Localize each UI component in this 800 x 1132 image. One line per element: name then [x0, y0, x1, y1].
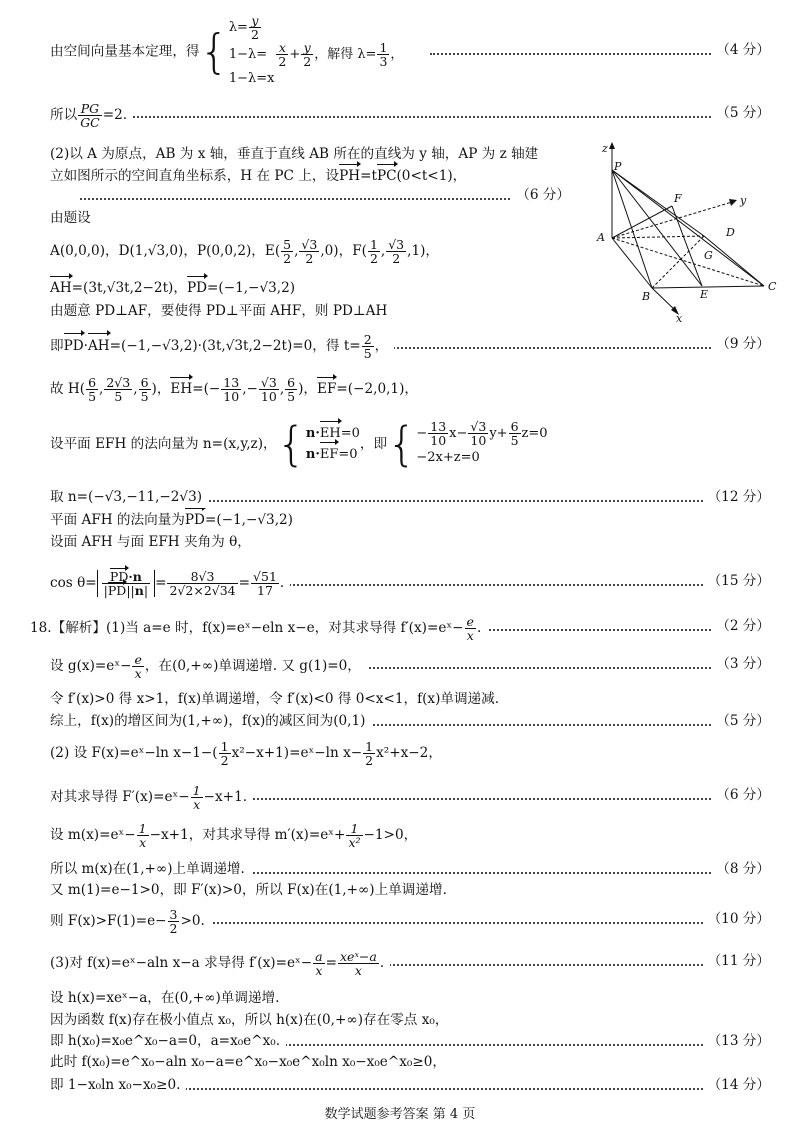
score-row: [50, 332, 770, 361]
text-line: 对其求导得 F′(x)=eˣ− $\frac{1}{x}$ −x+1.: [50, 784, 253, 811]
score: （8 分）: [712, 858, 770, 880]
score: （9 分）: [712, 333, 770, 355]
score-row: [50, 783, 770, 812]
page-footer: 数学试题参考答案 第 4 页: [324, 1107, 476, 1122]
text-line: (2)以 A 为原点，AB 为 x 轴，垂直于直线 AB 所在的直线为 y 轴，AP 为 z 轴建: [50, 146, 539, 162]
segment-FE: [672, 206, 702, 286]
text: ，: [390, 47, 404, 62]
score: （5 分）: [712, 102, 770, 124]
text-line: 则 F(x)>F(1)=e− $\frac{3}{2}$ >0.: [50, 908, 211, 935]
text: +: [289, 47, 301, 62]
y-axis-arrow: [729, 199, 737, 206]
score: （4 分）: [712, 39, 770, 61]
left-brace: {: [199, 24, 229, 79]
edge-PD: [612, 170, 704, 236]
score: （6 分）: [712, 784, 770, 806]
label-A: A: [597, 231, 605, 244]
text-line: 所以 $\frac{PG}{GC}$ =2.: [50, 102, 133, 129]
score-row: [30, 614, 770, 643]
eq-system-line: [50, 14, 403, 89]
normal-vector-line: 设平面 EFH 的法向量为 n=(x,y,z)，{ n·EH=0 n·EF=0 ，即{ − $\frac{13}{10}$ x− $\frac{√3}{10}$ y+ $\frac{6}{5}$ z=0 −2x+z=0: [50, 417, 548, 471]
text-line: 设面 AFH 与面 EFH 夹角为 θ，: [50, 534, 251, 550]
geometry-figure: [592, 140, 792, 325]
fraction: $\frac{y}{2}$: [250, 13, 259, 42]
fraction: $\frac{x}{2}$: [278, 40, 287, 69]
score-row: [50, 907, 770, 936]
label-B: B: [642, 290, 651, 303]
left-brace: {: [387, 417, 417, 471]
score-row: [50, 1074, 770, 1096]
edge-AB: [612, 238, 652, 288]
edge-AD: [612, 236, 704, 238]
score-row: [50, 101, 770, 130]
fraction: $\frac{y}{2}$: [303, 40, 312, 69]
text-line: 即PD·AH=(−1,−√3,2)·(3t,√3t,2−2t)=0，得 t= $\frac{2}{5}$ ，: [50, 333, 394, 360]
text-line: 立如图所示的空间直角坐标系，H 在 PC 上，设PH=tPC(0<t<1)，: [50, 168, 467, 184]
score-row: [50, 184, 570, 206]
text: λ=: [228, 20, 248, 35]
left-brace: {: [276, 417, 306, 471]
edge-DC: [704, 236, 764, 286]
score: （2 分）: [712, 615, 770, 637]
text-line: 由题意 PD⊥AF，要使得 PD⊥平面 AHF，则 PD⊥AH: [50, 303, 388, 319]
segment-AF: [612, 206, 672, 238]
score-row: [50, 486, 770, 508]
text-line: 平面 AFH 的法向量为PD=(−1,−√3,2): [50, 512, 293, 528]
text-line: 设 h(x)=xeˣ−a，在(0,+∞)单调递增.: [50, 990, 280, 1006]
label-P: P: [614, 160, 622, 173]
score: （10 分）: [704, 908, 770, 930]
text-line: 所以 m(x)在(1,+∞)上单调递增.: [50, 858, 251, 880]
score: （13 分）: [704, 1030, 770, 1052]
score-row: [50, 1030, 770, 1052]
score-row: [50, 858, 770, 880]
text-line: 由题设: [50, 210, 91, 226]
text-line: A(0,0,0)，D(1,√3,0)，P(0,0,2)，E( $\frac{5}{2}$ , $\frac{√3}{2}$ ,0)，F( $\frac{1}{2}$ , $\frac{√3}{2}$ ,1)，: [50, 237, 440, 266]
label-E: E: [700, 288, 709, 301]
score-row: [50, 710, 770, 732]
text: ，解得 λ=: [314, 47, 377, 62]
edge-PB: [612, 170, 652, 288]
score-row: [430, 39, 770, 61]
text-line: 综上，f(x)的增区间为(1,+∞)，f(x)的减区间为(0,1): [50, 710, 371, 732]
score: （6 分）: [512, 184, 570, 206]
text-line: 令 f′(x)>0 得 x>1，f(x)单调递增，令 f′(x)<0 得 0<x<1，f(x)单调递减.: [50, 691, 500, 707]
label-y: y: [740, 194, 747, 207]
text-line: (3)对 f(x)=eˣ−aln x−a 求导得 f′(x)=eˣ− $\frac{a}{x}$ = $\frac{\text{xeˣ−a}}{x}$ .: [50, 950, 390, 977]
score-row: [50, 570, 770, 600]
score: （12 分）: [704, 486, 770, 508]
text-line: 故 H( $\frac{6}{5}$ , $\frac{2√3}{5}$ , $\frac{6}{5}$ )，EH=(− $\frac{13}{10}$ ,− $\frac{√3}{10}$ , $\frac{6}{5}$ )，EF=(−2,0,1)，: [50, 375, 418, 404]
score-row: [50, 949, 770, 978]
text-line: AH=(3t,√3t,2−2t)，PD=(−1,−√3,2): [50, 280, 296, 296]
text: 1−λ=: [228, 47, 268, 62]
label-z: z: [602, 142, 608, 155]
diagonal-BD: [652, 236, 704, 288]
label-F: F: [674, 192, 682, 205]
fraction: $\frac{1}{3}$: [379, 40, 388, 69]
label-D: D: [726, 226, 735, 239]
text-line: 即 1−x₀ln x₀−x₀≥0.: [50, 1074, 186, 1096]
text: 1−λ=x: [228, 71, 275, 86]
score: （14 分）: [704, 1074, 770, 1096]
z-axis-arrow: [609, 142, 615, 149]
score: （11 分）: [704, 950, 770, 972]
text-line: 设 g(x)=eˣ− $\frac{e}{x}$ ，在(0,+∞)单调递增. 又 g(1)=0，: [50, 653, 367, 680]
text-line: (2) 设 F(x)=eˣ−ln x−1−( $\frac{1}{2}$ x²−x+1)=eˣ−ln x− $\frac{1}{2}$ x²+x−2，: [50, 739, 442, 768]
label-C: C: [768, 280, 777, 293]
text-line: 此时 f(x₀)=e^x₀−aln x₀−a=e^x₀−x₀e^x₀ln x₀−x₀e^x₀≥0，: [50, 1054, 446, 1070]
label-G: G: [704, 249, 713, 262]
text-line: 因为函数 f(x)存在极小值点 x₀，所以 h(x)在(0,+∞)存在零点 x₀，: [50, 1012, 449, 1028]
equation-system: [229, 14, 404, 89]
text-line: 设 m(x)=eˣ− $\frac{1}{x}$ −x+1，对其求导得 m′(x)=eˣ+ $\frac{1}{\text{x²}}$ −1>0，: [50, 821, 418, 850]
score: （5 分）: [712, 710, 770, 732]
text-line: 即 h(x₀)=x₀e^x₀−a=0，a=x₀e^x₀.: [50, 1030, 286, 1052]
text: 由空间向量基本定理，得: [50, 43, 200, 60]
text-line: 取 n=(−√3,−11,−2√3): [50, 486, 208, 508]
text-line: 18.【解析】(1)当 a=e 时，f(x)=eˣ−eln x−e，对其求导得 f′(x)=eˣ− $\frac{e}{x}$ .: [30, 615, 487, 642]
score-row: [50, 652, 770, 681]
cos-formula: cos θ= $\frac{PD\cdot n}{|PD||n|}$ = $\frac{8√3}{2√2\times 2√34}$ = $\frac{√51}{17}$ .: [50, 570, 290, 597]
diagonal-AC: [612, 238, 764, 286]
score: （3 分）: [712, 653, 770, 675]
text-line: 又 m(1)=e−1>0，即 F′(x)>0，所以 F(x)在(1,+∞)上单调递增.: [50, 882, 447, 898]
label-x: x: [676, 312, 683, 325]
score: （15 分）: [704, 570, 770, 592]
